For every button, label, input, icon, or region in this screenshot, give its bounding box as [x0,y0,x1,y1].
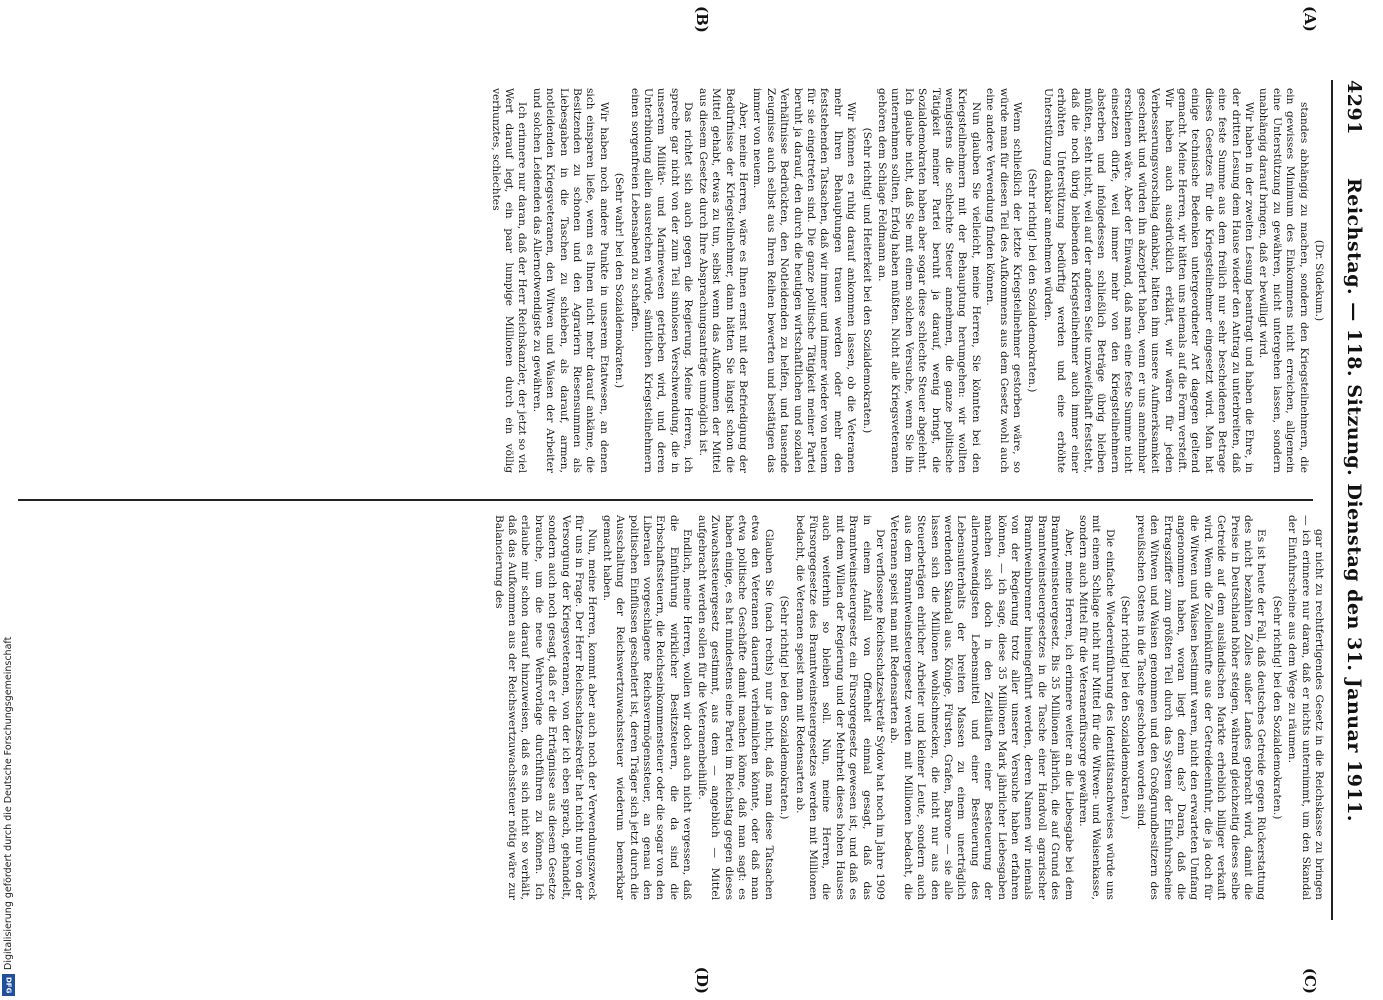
digitization-credit [2,636,16,1000]
page-title: Reichstag. — 118. Sitzung. Dienstag den 31. Januar 1911. [1343,177,1365,823]
paragraph: Aber, meine Herren, ich erinnere weiter an die Liebesgabe bei dem Branntweinsteuergesetz. Bis 35 Millionen jährlich, die auf Grund des Branntweinsteuergesetzes in die Tasche einer Handvoll agrarischer Branntweinbrenner hineingeführt werden, deren Namen wir niemals von der Regierung trotz aller unserer Versuche haben erfahren können, — ich sage, diese 35 Millionen Mark jährlicher Liebesgaben machen sich doch in den Zeitläuften einer Besteuerung der allernotwendigsten Lebensmittel und einer Besteuerung des Lebensunterhalts der breiten Massen zu einem unerträglich werdenden Skandal aus. Könige, Fürsten, Grafen, Barone — sie alle lassen sich die Millionen wohlschmecken, die nicht nur aus den Steuerbeträgen ehrlicher Arbeiter und kleiner Leute, sondern auch aus dem Branntweinsteuergesetz werden mit Millionen bedacht, die Veteranen speist man mit Redensarten ab. [888,515,1075,900]
paragraph: Die einfache Wiedereinführung des Identitätsnachweises würde uns mit einem Schlage nicht nur Mittel für die Witwen- und Waisenkasse, sondern auch Mittel für die Veteranenfürsorge gewähren. [1077,515,1116,900]
paragraph: standes abhängig zu machen, sondern den Kriegsteilnehmern, die ein gewisses Minimum des Einkommens nicht erreichen, allgemein eine Unterstützung zu gewähren, nicht untergehen lassen, sondern unabhängig darauf bringen, daß er bewilligt wird. [1257,88,1310,473]
margin-marker-d: (D) [693,966,711,994]
interjection: (Sehr richtig! bei den Sozialdemokraten.) [1270,595,1283,820]
paragraph: Das richtet sich auch gegen die Regierung. Meine Herren, ich spreche gar nicht von der zum Teil sinnlosen Verschwendung, die in unserem Militär- und Marinewesen getrieben wird, und deren Unterbindung allein ausreichen würde, sämtlichen Kriegsteilnehmern einen sorgenfreien Lebensabend zu schaffen. [628,88,695,473]
paragraph: Nun, meine Herren, kommt aber auch noch der Verwendungszweck für uns in Frage. Der Herr Reichsschatzsekretär hat nicht nur von der Versorgung der Kriegsveteranen, von der ich eben sprach, gehandelt, sondern auch noch gesagt, daß er die Erträgnisse aus diesem Gesetze brauche, um die neue Wehrvorlage durchführen zu können. Ich erlaube mir schon darauf hinzuweisen, daß es sich nicht so verhält, daß das Aufkommen aus der Reichswertzuwachssteuer nötig wäre zur Balancierung des [492,515,599,900]
page-header [1339,80,1369,920]
paragraph: Wir haben in der zweiten Lesung beantragt und haben die Ehre, in der dritten Lesung dem Hause wieder den Antrag zu unterbreiten, daß eine feste Summe aus dem freilich nur sehr bescheidenen Betrage dieses Gesetzes für die Kriegsteilnehmer eingesetzt wird. Man hat einige technische Bedenken untergeordneter Art dagegen geltend gemacht. Meine Herren, wir hätten uns niemals auf die Form versteift. Wir haben auch ausdrücklich erklärt, wir wären für jeden Verbesserungsvorschlag dankbar, hätten ihm unsere Aufmerksamkeit geschenkt und würden ihn akzeptiert haben, wenn er uns annehmbar erschienen wäre. Aber der Einwand, daß man eine feste Summe nicht einsetzen dürfe, weil immer mehr von den Kriegsteilnehmern absterben und infolgedessen schließlich Beträge übrig bleiben müßten, steht nicht, weil auf der anderen Seite unzweifelhaft feststeht, daß die noch übrig bleibenden Kriegsteilnehmer auch immer einer erhöhten Unterstützung bedürftig werden und eine erhöhte Unterstützung dankbar annehmen würden. [1041,88,1255,473]
interjection: (Sehr richtig! bei den Sozialdemokraten.) [1026,168,1039,393]
paragraph: Es ist heute der Fall, daß deutsches Getreide gegen Rückerstattung des nicht bezahlten Zolles außer Landes gebracht wird, damit die Preise in Deutschland höher steigen, während gleichzeitig dieses selbe Getreide auf dem ausländischen Markte erheblich billiger verkauft wird. Wenn die Zolleinkünfte aus der Getreideeinfuhr, die ja doch für die Witwen und Waisen bestimmt waren, nicht den erwarteten Umfang angenommen haben, woran liegt denn das? Daran, daß die Ertragsziffer zum größten Teil durch das System der Einfuhrscheine den Witwen und Waisen genommen und den Großgrundbesitzern des preußischen Ostens in die Tasche geschoben worden sind. [1134,515,1268,900]
page-number: 4291 [1343,80,1365,135]
interjection: (Sehr richtig! und Heiterkeit bei den Sozialdemokraten.) [860,127,873,434]
interjection: (Sehr wahr! bei den Sozialdemokraten.) [613,172,626,389]
interjection: (Sehr richtig! bei den Sozialdemokraten.) [778,595,791,820]
paragraph: Wir haben noch andere Punkte in unserem Etatwesen, an denen sich einsparen ließe, wenn es Ihnen nicht mehr darauf ankäme, die Besitzenden zu schonen und den Agrariern Riesensummen als Liebesgaben in die Taschen zu schieben, als darauf, armen, notleidenden Kriegsveteranen, den Witwen und Waisen der Arbeiter und solchen Leidenden das Allernotwendigste zu gewähren. [530,88,610,473]
column-divider [18,499,1313,501]
paragraph: Glauben Sie (nach rechts) nur ja nicht, daß man diese Tatsachen etwa den Veteranen dauernd verheimlichen könnte, oder daß man etwa politische Geschäfte damit machen könne, daß man sagt: es haben einige, es hat mindestens eine Partei im Reichstag gegen dieses Zuwachssteuergesetz gestimmt, aus dem — angeblich — Mittel aufgebracht werden sollen für die Veteranenbeihilfe. [695,515,775,900]
paragraph: Wenn schließlich der letzte Kriegsteilnehmer gestorben wäre, so würde man für diesen Teil des Aufkommens aus dem Gesetz wohl auch eine andere Verwendung finden können. [984,88,1024,473]
right-column [20,515,1325,900]
margin-marker-b: (B) [693,6,711,33]
paragraph: Ich erinnere nur daran, daß der Herr Reichskanzler, der jetzt so viel Wert darauf legt, ein paar lumpige Millionen durch ein völlig verhunztes, schlechtes [489,88,529,473]
interjection: (Sehr richtig! bei den Sozialdemokraten.) [1119,595,1132,820]
paragraph: Nun glauben Sie vielleicht, meine Herren, Sie könnten bei den Kriegsteilnehmern mit der Behauptung herumgehen: wir wollten wenigstens die schlechte Steuer annehmen, die ganze politische Tätigkeit meiner Partei beruht ja darauf, wenig bringt, die Sozialdemokraten haben aber sogar diese schlechte Steuer abgelehnt. Ich glaube nicht, daß Sie mit einem solchen Versuche, wenn Sie ihn unternehmen sollten, Erfolg haben müßten. Nicht alle Kriegsveteranen gehören dem Schlage Feldmann an. [876,88,982,473]
header-rule [1332,80,1334,920]
paragraph: Wir können es ruhig darauf ankommen lassen, ob die Veteranen mehr Ihren Behauptungen trauen werden oder mehr den feststehenden Tatsachen, daß wir immer und immer wieder von neuem für sie eingetreten sind. Die ganze politische Tätigkeit meiner Partei beruht ja darauf, den durch die heutigen wirtschaftlichen und sozialen Verhältnisse Bedrückten, den Notleidenden zu helfen, und tausende Zeugnisse auch selbst aus Ihren Reihen bewerten und bestätigen das immer von neuem. [751,88,858,473]
left-column [20,88,1325,473]
paragraph: gar nicht zu rechtfertigendes Gesetz in die Reichskasse zu bringen — ich erinnere nur daran, daß er nichts unternimmt, um den Skandal der Einfuhrscheine aus dem Wege zu räumen. [1286,515,1325,900]
margin-marker-a: (A) [1301,6,1319,32]
dfg-logo-icon: DFG [2,974,15,996]
margin-marker-c: (C) [1301,967,1319,994]
paragraph: Aber, meine Herren, wäre es Ihnen ernst mit der Befriedigung der Bedürfnisse der Kriegsteilnehmer, dann hätten Sie längst schon die Mittel gehabt, etwas zu tun, selbst wenn das Aufkommen der Mittel aus diesem Gesetze durch Ihre Absprachungsanträge unmöglich ist. [696,88,749,473]
paragraph: Endlich, meine Herren, wollen wir doch auch nicht vergessen, daß die Einführung wirklicher Besitzsteuern, die da sind die Erbschaftssteuern, die Reichseinkommensteuer oder die sogar von den Liberalen vorgeschlagene Reichsvermögenssteuer, an genau den politischen Einflüssen gescheitert ist, deren Träger sich jetzt durch die Ausschaltung der Reichswertzuwachssteuer wiederum bemerkbar gemacht haben. [600,515,694,900]
paragraph: Der verflossene Reichsschatzsekretär Sydow hat noch im Jahre 1909 in einem Anfall von Offenheit einmal gesagt, daß das Branntweinsteuergesetz ein Fürsorgegesetz gewesen ist, und daß es mit dem Willen der Regierung und der Mehrheit dieses hohen Hauses auch weiterhin so bleiben soll. Nun, meine Herren, die Fürsorgegesetze des Branntweinsteuergesetzes werden mit Millionen bedacht, die Veteranen speist man mit Redensarten ab. [793,515,886,900]
speaker-label: (Dr. Südekum.) [1313,239,1325,322]
credit-text: Digitalisierung gefördert durch die Deutsche Forschungsgemeinschaft [3,636,14,970]
